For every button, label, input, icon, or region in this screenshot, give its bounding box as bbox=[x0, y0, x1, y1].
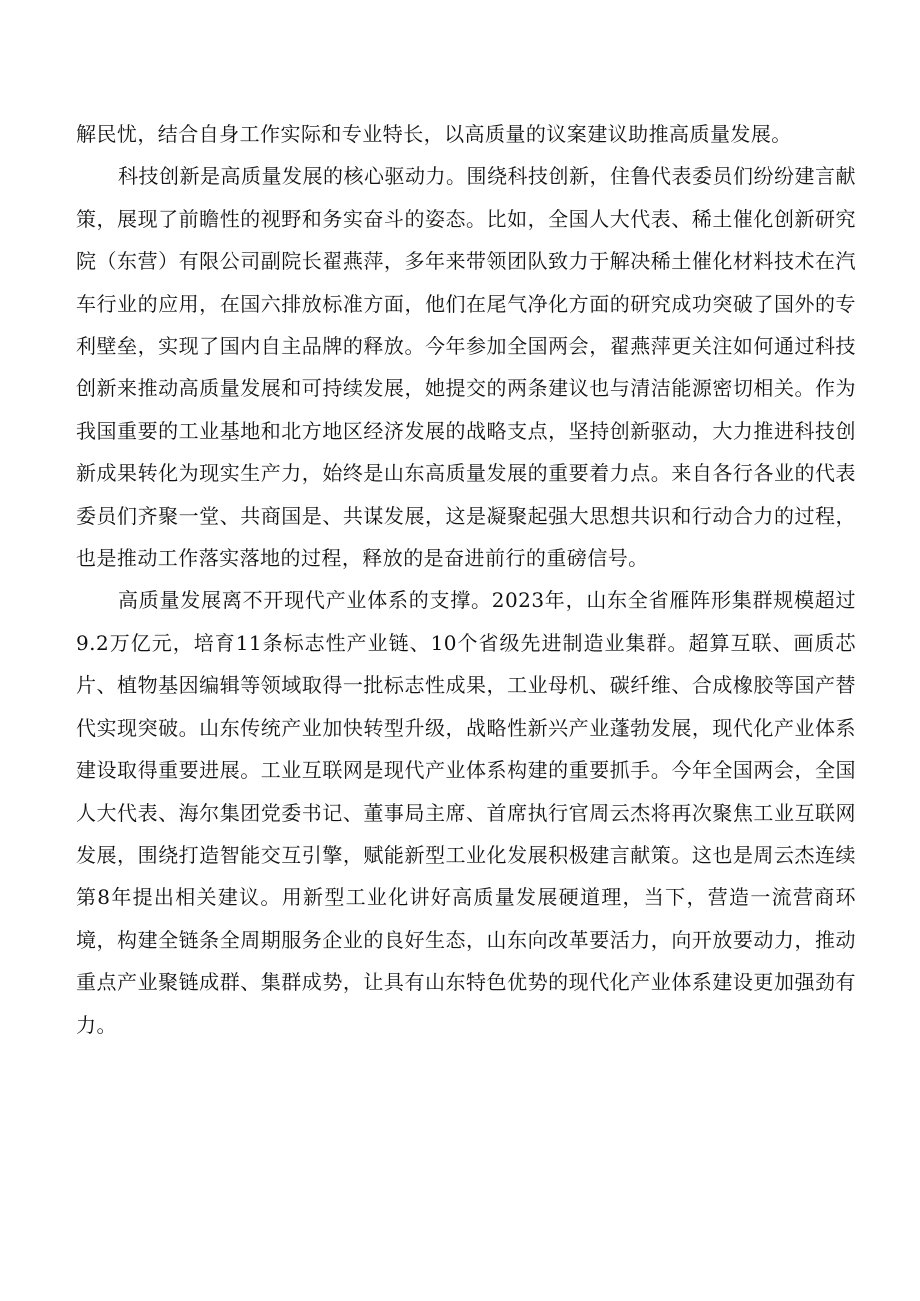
paragraph-tech-innovation: 科技创新是高质量发展的核心驱动力。围绕科技创新，住鲁代表委员们纷纷建言献策，展现了前瞻性的视野和务实奋斗的姿态。比如，全国人大代表、稀土催化创新研究院（东营）有限公司副院长翟燕萍，多年来带领团队致力于解决稀土催化材料技术在汽车行业的应用，在国六排放标准方面，他们在尾气净化方面的研究成功突破了国外的专利壁垒，实现了国内自主品牌的释放。今年参加全国两会，翟燕萍更关注如何通过科技创新来推动高质量发展和可持续发展，她提交的两条建议也与清洁能源密切相关。作为我国重要的工业基地和北方地区经济发展的战略支点，坚持创新驱动，大力推进科技创新成果转化为现实生产力，始终是山东高质量发展的重要着力点。来自各行各业的代表委员们齐聚一堂、共商国是、共谋发展，这是凝聚起强大思想共识和行动合力的过程，也是推动工作落实落地的过程，释放的是奋进前行的重磅信号。 bbox=[76, 164, 856, 571]
paragraph-industrial-system: 高质量发展离不开现代产业体系的支撑。2023年，山东全省雁阵形集群规模超过9.2万亿元，培育11条标志性产业链、10个省级先进制造业集群。超算互联、画质芯片、植物基因编辑等领域取得一批标志性成果，工业母机、碳纤维、合成橡胶等国产替代实现突破。山东传统产业加快转型升级，战略性新兴产业蓬勃发展，现代化产业体系建设取得重要进展。工业互联网是现代产业体系构建的重要抓手。今年全国两会，全国人大代表、海尔集团党委书记、董事局主席、首席执行官周云杰将再次聚焦工业互联网发展，围绕打造智能交互引擎，赋能新型工业化发展积极建言献策。这也是周云杰连续第8年提出相关建议。用新型工业化讲好高质量发展硬道理，当下，营造一流营商环境，构建全链条全周期服务企业的良好生态，山东向改革要活力，向开放要动力，推动重点产业聚链成群、集群成势，让具有山东特色优势的现代化产业体系建设更加强劲有力。 bbox=[76, 588, 856, 1037]
body-text bbox=[76, 113, 856, 1046]
paragraph-continuation: 解民忧，结合自身工作实际和专业特长，以高质量的议案建议助推高质量发展。 bbox=[76, 122, 792, 146]
